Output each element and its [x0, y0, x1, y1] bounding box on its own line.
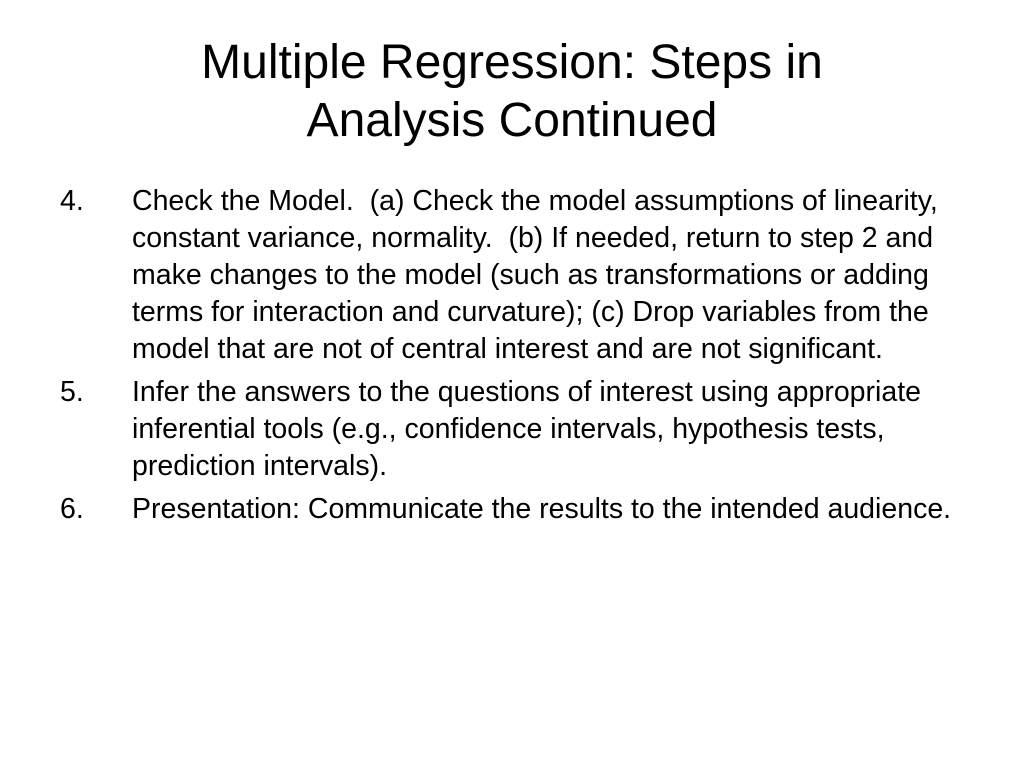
step-text: Presentation: Communicate the results to the intended audience.: [132, 493, 952, 525]
list-item-step-6: [58, 491, 978, 528]
slide-title-line-2: Analysis Continued: [306, 94, 718, 147]
step-number: 4.: [60, 185, 84, 217]
step-text: Check the Model. (a) Check the model assumptions of linearity, constant variance, normality. (b) If needed, return to step 2 and make changes to the model (such as transformations or adding terms for interaction and curvature); (c) Drop variables from the model that are not of central interest and are not significant.: [132, 185, 949, 365]
step-text: Infer the answers to the questions of interest using appropriate inferential tools (e.g., confidence intervals, hypothesis tests, prediction intervals).: [132, 376, 929, 482]
step-number: 6.: [60, 493, 84, 525]
list-item-step-4: [58, 183, 978, 368]
slide-title: [60, 34, 964, 150]
list-item-step-5: [58, 374, 978, 485]
slide-title-line-1: Multiple Regression: Steps in: [201, 36, 823, 89]
numbered-step-list: [58, 183, 978, 534]
step-number: 5.: [60, 376, 84, 408]
